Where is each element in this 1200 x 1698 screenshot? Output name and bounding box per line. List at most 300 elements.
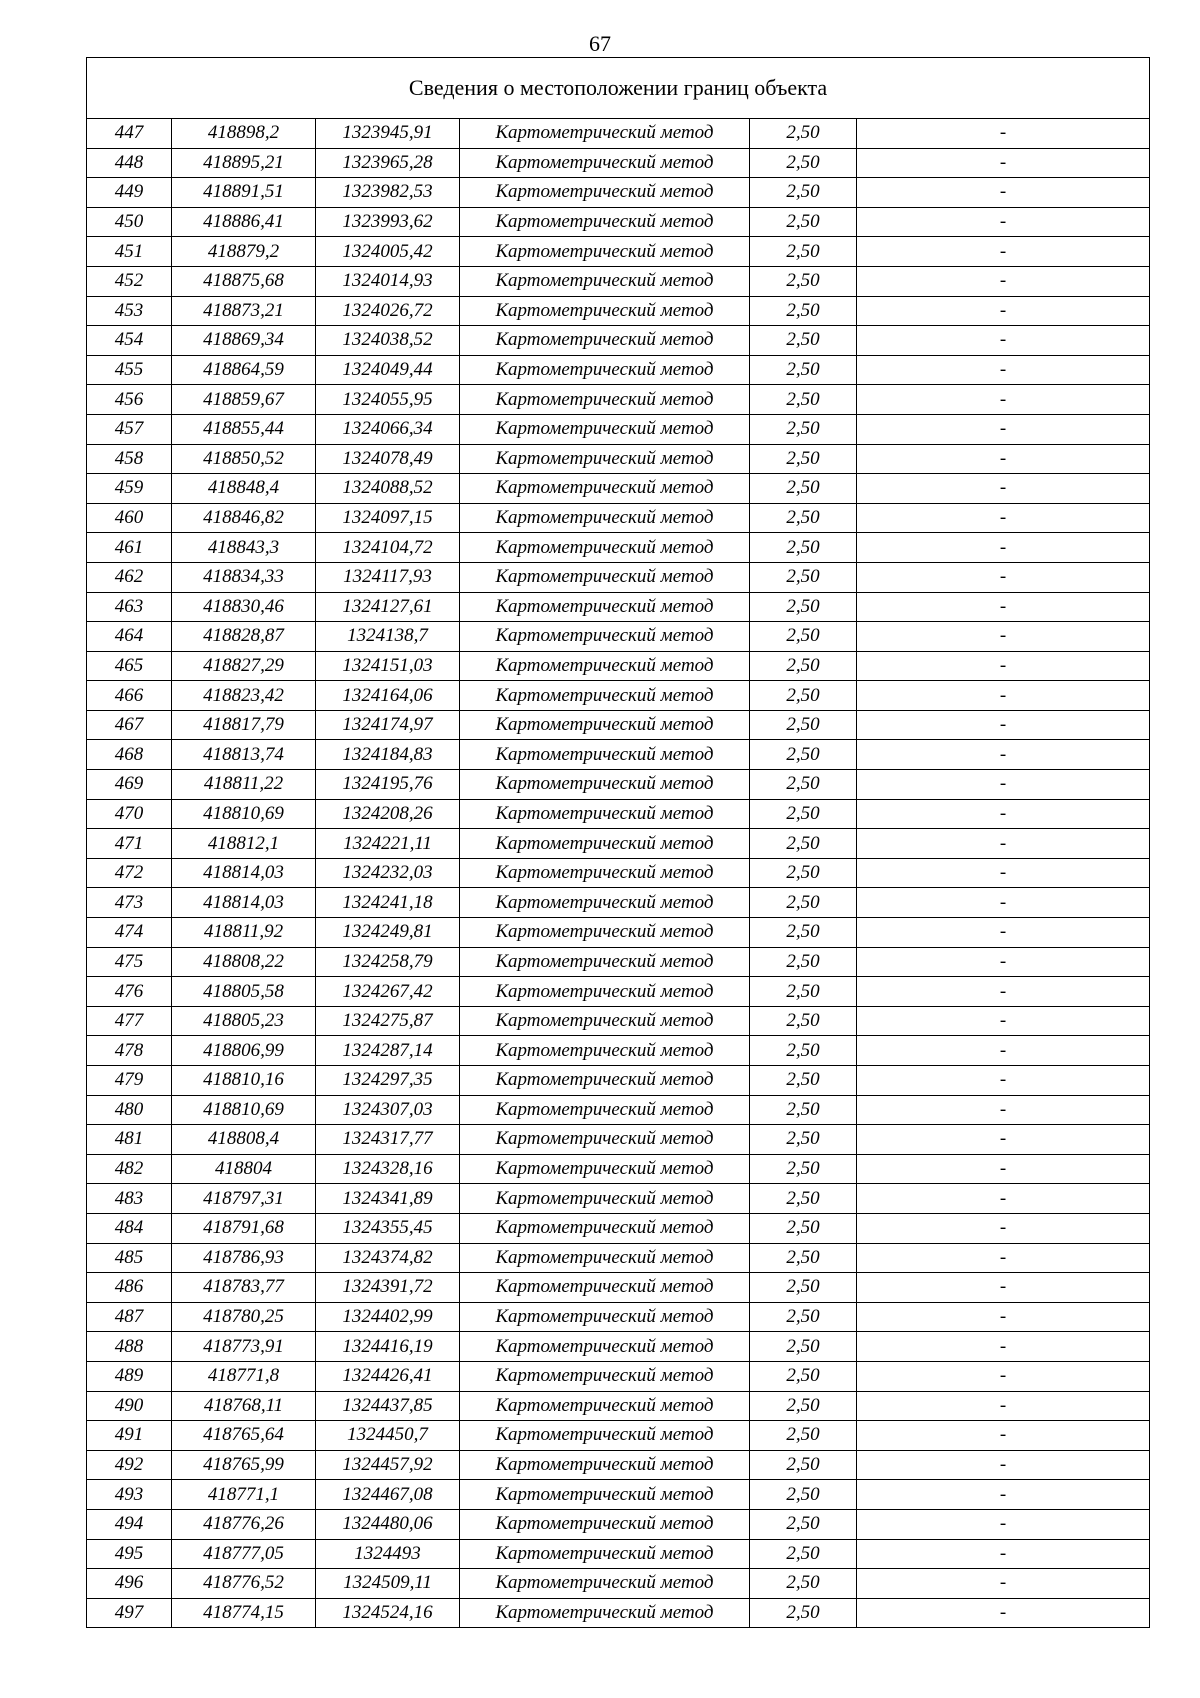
accuracy-cell: 2,50	[750, 1391, 857, 1421]
accuracy-cell: 2,50	[750, 1598, 857, 1628]
description-cell: -	[857, 296, 1150, 326]
y-coordinate-cell: 1324275,87	[316, 1006, 460, 1036]
description-cell: -	[857, 1569, 1150, 1599]
accuracy-cell: 2,50	[750, 651, 857, 681]
y-coordinate-cell: 1324026,72	[316, 296, 460, 326]
method-cell: Картометрический метод	[460, 681, 750, 711]
point-number-cell: 471	[87, 829, 172, 859]
accuracy-cell: 2,50	[750, 385, 857, 415]
description-cell: -	[857, 1066, 1150, 1096]
accuracy-cell: 2,50	[750, 1273, 857, 1303]
method-cell: Картометрический метод	[460, 119, 750, 149]
method-cell: Картометрический метод	[460, 1332, 750, 1362]
description-cell: -	[857, 918, 1150, 948]
method-cell: Картометрический метод	[460, 1125, 750, 1155]
accuracy-cell: 2,50	[750, 1332, 857, 1362]
x-coordinate-cell: 418850,52	[172, 444, 316, 474]
x-coordinate-cell: 418834,33	[172, 562, 316, 592]
point-number-cell: 492	[87, 1450, 172, 1480]
point-number-cell: 485	[87, 1243, 172, 1273]
table-row	[87, 1125, 1150, 1155]
description-cell: -	[857, 1509, 1150, 1539]
x-coordinate-cell: 418855,44	[172, 414, 316, 444]
x-coordinate-cell: 418873,21	[172, 296, 316, 326]
table-row	[87, 237, 1150, 267]
description-cell: -	[857, 1273, 1150, 1303]
y-coordinate-cell: 1324127,61	[316, 592, 460, 622]
x-coordinate-cell: 418805,58	[172, 977, 316, 1007]
accuracy-cell: 2,50	[750, 947, 857, 977]
accuracy-cell: 2,50	[750, 829, 857, 859]
accuracy-cell: 2,50	[750, 1450, 857, 1480]
x-coordinate-cell: 418765,64	[172, 1421, 316, 1451]
table-row	[87, 148, 1150, 178]
point-number-cell: 494	[87, 1509, 172, 1539]
method-cell: Картометрический метод	[460, 533, 750, 563]
x-coordinate-cell: 418804	[172, 1154, 316, 1184]
y-coordinate-cell: 1323965,28	[316, 148, 460, 178]
y-coordinate-cell: 1324151,03	[316, 651, 460, 681]
accuracy-cell: 2,50	[750, 740, 857, 770]
table-row	[87, 1480, 1150, 1510]
x-coordinate-cell: 418895,21	[172, 148, 316, 178]
x-coordinate-cell: 418846,82	[172, 503, 316, 533]
accuracy-cell: 2,50	[750, 858, 857, 888]
x-coordinate-cell: 418891,51	[172, 178, 316, 208]
table-row	[87, 977, 1150, 1007]
accuracy-cell: 2,50	[750, 1509, 857, 1539]
table-row	[87, 207, 1150, 237]
method-cell: Картометрический метод	[460, 1036, 750, 1066]
table-row	[87, 1066, 1150, 1096]
y-coordinate-cell: 1324241,18	[316, 888, 460, 918]
y-coordinate-cell: 1324049,44	[316, 355, 460, 385]
method-cell: Картометрический метод	[460, 1273, 750, 1303]
x-coordinate-cell: 418808,22	[172, 947, 316, 977]
x-coordinate-cell: 418827,29	[172, 651, 316, 681]
method-cell: Картометрический метод	[460, 1154, 750, 1184]
x-coordinate-cell: 418776,52	[172, 1569, 316, 1599]
point-number-cell: 483	[87, 1184, 172, 1214]
y-coordinate-cell: 1324221,11	[316, 829, 460, 859]
accuracy-cell: 2,50	[750, 1361, 857, 1391]
table-row	[87, 1421, 1150, 1451]
x-coordinate-cell: 418828,87	[172, 622, 316, 652]
table-row	[87, 1095, 1150, 1125]
description-cell: -	[857, 740, 1150, 770]
description-cell: -	[857, 1598, 1150, 1628]
accuracy-cell: 2,50	[750, 799, 857, 829]
method-cell: Картометрический метод	[460, 1095, 750, 1125]
y-coordinate-cell: 1324328,16	[316, 1154, 460, 1184]
point-number-cell: 497	[87, 1598, 172, 1628]
description-cell: -	[857, 474, 1150, 504]
method-cell: Картометрический метод	[460, 1480, 750, 1510]
table-row	[87, 622, 1150, 652]
point-number-cell: 463	[87, 592, 172, 622]
table-row	[87, 533, 1150, 563]
x-coordinate-cell: 418768,11	[172, 1391, 316, 1421]
method-cell: Картометрический метод	[460, 178, 750, 208]
point-number-cell: 451	[87, 237, 172, 267]
point-number-cell: 473	[87, 888, 172, 918]
method-cell: Картометрический метод	[460, 1006, 750, 1036]
table-row	[87, 119, 1150, 149]
x-coordinate-cell: 418813,74	[172, 740, 316, 770]
y-coordinate-cell: 1324374,82	[316, 1243, 460, 1273]
y-coordinate-cell: 1324416,19	[316, 1332, 460, 1362]
accuracy-cell: 2,50	[750, 178, 857, 208]
method-cell: Картометрический метод	[460, 1184, 750, 1214]
point-number-cell: 478	[87, 1036, 172, 1066]
method-cell: Картометрический метод	[460, 947, 750, 977]
point-number-cell: 487	[87, 1302, 172, 1332]
point-number-cell: 450	[87, 207, 172, 237]
point-number-cell: 484	[87, 1213, 172, 1243]
method-cell: Картометрический метод	[460, 977, 750, 1007]
table-row	[87, 1361, 1150, 1391]
point-number-cell: 493	[87, 1480, 172, 1510]
accuracy-cell: 2,50	[750, 562, 857, 592]
table-row	[87, 1509, 1150, 1539]
method-cell: Картометрический метод	[460, 1569, 750, 1599]
description-cell: -	[857, 770, 1150, 800]
x-coordinate-cell: 418773,91	[172, 1332, 316, 1362]
table-row	[87, 1036, 1150, 1066]
table-row	[87, 1569, 1150, 1599]
accuracy-cell: 2,50	[750, 533, 857, 563]
y-coordinate-cell: 1324104,72	[316, 533, 460, 563]
y-coordinate-cell: 1324287,14	[316, 1036, 460, 1066]
point-number-cell: 459	[87, 474, 172, 504]
table-title: Сведения о местоположении границ объекта	[87, 58, 1150, 119]
method-cell: Картометрический метод	[460, 385, 750, 415]
table-row	[87, 770, 1150, 800]
accuracy-cell: 2,50	[750, 1539, 857, 1569]
y-coordinate-cell: 1324208,26	[316, 799, 460, 829]
description-cell: -	[857, 503, 1150, 533]
accuracy-cell: 2,50	[750, 1006, 857, 1036]
accuracy-cell: 2,50	[750, 237, 857, 267]
y-coordinate-cell: 1324450,7	[316, 1421, 460, 1451]
table-row	[87, 296, 1150, 326]
x-coordinate-cell: 418765,99	[172, 1450, 316, 1480]
x-coordinate-cell: 418817,79	[172, 710, 316, 740]
x-coordinate-cell: 418783,77	[172, 1273, 316, 1303]
table-row	[87, 385, 1150, 415]
accuracy-cell: 2,50	[750, 1154, 857, 1184]
point-number-cell: 452	[87, 266, 172, 296]
point-number-cell: 449	[87, 178, 172, 208]
description-cell: -	[857, 1539, 1150, 1569]
point-number-cell: 496	[87, 1569, 172, 1599]
description-cell: -	[857, 1332, 1150, 1362]
point-number-cell: 447	[87, 119, 172, 149]
accuracy-cell: 2,50	[750, 326, 857, 356]
table-row	[87, 681, 1150, 711]
y-coordinate-cell: 1324232,03	[316, 858, 460, 888]
accuracy-cell: 2,50	[750, 1421, 857, 1451]
method-cell: Картометрический метод	[460, 740, 750, 770]
method-cell: Картометрический метод	[460, 918, 750, 948]
table-row	[87, 562, 1150, 592]
x-coordinate-cell: 418797,31	[172, 1184, 316, 1214]
description-cell: -	[857, 119, 1150, 149]
accuracy-cell: 2,50	[750, 592, 857, 622]
x-coordinate-cell: 418811,92	[172, 918, 316, 948]
table-row	[87, 474, 1150, 504]
table-row	[87, 1154, 1150, 1184]
method-cell: Картометрический метод	[460, 1391, 750, 1421]
description-cell: -	[857, 1480, 1150, 1510]
table-row	[87, 740, 1150, 770]
y-coordinate-cell: 1324088,52	[316, 474, 460, 504]
accuracy-cell: 2,50	[750, 1302, 857, 1332]
point-number-cell: 495	[87, 1539, 172, 1569]
description-cell: -	[857, 829, 1150, 859]
description-cell: -	[857, 1125, 1150, 1155]
description-cell: -	[857, 1302, 1150, 1332]
description-cell: -	[857, 562, 1150, 592]
x-coordinate-cell: 418774,15	[172, 1598, 316, 1628]
table-row	[87, 1184, 1150, 1214]
point-number-cell: 457	[87, 414, 172, 444]
accuracy-cell: 2,50	[750, 414, 857, 444]
method-cell: Картометрический метод	[460, 148, 750, 178]
description-cell: -	[857, 178, 1150, 208]
y-coordinate-cell: 1323945,91	[316, 119, 460, 149]
method-cell: Картометрический метод	[460, 326, 750, 356]
x-coordinate-cell: 418869,34	[172, 326, 316, 356]
table-row	[87, 414, 1150, 444]
point-number-cell: 454	[87, 326, 172, 356]
description-cell: -	[857, 1006, 1150, 1036]
table-row	[87, 1539, 1150, 1569]
method-cell: Картометрический метод	[460, 829, 750, 859]
accuracy-cell: 2,50	[750, 1066, 857, 1096]
description-cell: -	[857, 1095, 1150, 1125]
table-row	[87, 1273, 1150, 1303]
method-cell: Картометрический метод	[460, 355, 750, 385]
y-coordinate-cell: 1324164,06	[316, 681, 460, 711]
table-row	[87, 1450, 1150, 1480]
x-coordinate-cell: 418808,4	[172, 1125, 316, 1155]
description-cell: -	[857, 1391, 1150, 1421]
y-coordinate-cell: 1324249,81	[316, 918, 460, 948]
point-number-cell: 468	[87, 740, 172, 770]
y-coordinate-cell: 1324184,83	[316, 740, 460, 770]
x-coordinate-cell: 418810,69	[172, 1095, 316, 1125]
accuracy-cell: 2,50	[750, 1213, 857, 1243]
description-cell: -	[857, 266, 1150, 296]
y-coordinate-cell: 1324138,7	[316, 622, 460, 652]
description-cell: -	[857, 1243, 1150, 1273]
x-coordinate-cell: 418864,59	[172, 355, 316, 385]
method-cell: Картометрический метод	[460, 1066, 750, 1096]
method-cell: Картометрический метод	[460, 651, 750, 681]
method-cell: Картометрический метод	[460, 1539, 750, 1569]
description-cell: -	[857, 1450, 1150, 1480]
accuracy-cell: 2,50	[750, 266, 857, 296]
description-cell: -	[857, 1036, 1150, 1066]
accuracy-cell: 2,50	[750, 1569, 857, 1599]
table-row	[87, 888, 1150, 918]
table-row	[87, 1213, 1150, 1243]
table-row	[87, 829, 1150, 859]
point-number-cell: 481	[87, 1125, 172, 1155]
method-cell: Картометрический метод	[460, 1509, 750, 1539]
point-number-cell: 467	[87, 710, 172, 740]
description-cell: -	[857, 1361, 1150, 1391]
x-coordinate-cell: 418859,67	[172, 385, 316, 415]
point-number-cell: 469	[87, 770, 172, 800]
point-number-cell: 476	[87, 977, 172, 1007]
x-coordinate-cell: 418776,26	[172, 1509, 316, 1539]
description-cell: -	[857, 947, 1150, 977]
y-coordinate-cell: 1324391,72	[316, 1273, 460, 1303]
x-coordinate-cell: 418780,25	[172, 1302, 316, 1332]
accuracy-cell: 2,50	[750, 1184, 857, 1214]
y-coordinate-cell: 1324307,03	[316, 1095, 460, 1125]
method-cell: Картометрический метод	[460, 414, 750, 444]
point-number-cell: 472	[87, 858, 172, 888]
description-cell: -	[857, 651, 1150, 681]
description-cell: -	[857, 414, 1150, 444]
y-coordinate-cell: 1324524,16	[316, 1598, 460, 1628]
method-cell: Картометрический метод	[460, 858, 750, 888]
point-number-cell: 462	[87, 562, 172, 592]
table-row	[87, 1598, 1150, 1628]
accuracy-cell: 2,50	[750, 207, 857, 237]
method-cell: Картометрический метод	[460, 1243, 750, 1273]
table-body	[87, 119, 1150, 1628]
table-row	[87, 858, 1150, 888]
table-row	[87, 651, 1150, 681]
point-number-cell: 489	[87, 1361, 172, 1391]
method-cell: Картометрический метод	[460, 1598, 750, 1628]
accuracy-cell: 2,50	[750, 1480, 857, 1510]
description-cell: -	[857, 1154, 1150, 1184]
method-cell: Картометрический метод	[460, 237, 750, 267]
x-coordinate-cell: 418812,1	[172, 829, 316, 859]
point-number-cell: 474	[87, 918, 172, 948]
y-coordinate-cell: 1324014,93	[316, 266, 460, 296]
boundary-coordinates-table	[86, 57, 1150, 1628]
y-coordinate-cell: 1324317,77	[316, 1125, 460, 1155]
description-cell: -	[857, 207, 1150, 237]
x-coordinate-cell: 418814,03	[172, 858, 316, 888]
accuracy-cell: 2,50	[750, 681, 857, 711]
description-cell: -	[857, 355, 1150, 385]
method-cell: Картометрический метод	[460, 592, 750, 622]
description-cell: -	[857, 710, 1150, 740]
method-cell: Картометрический метод	[460, 799, 750, 829]
x-coordinate-cell: 418806,99	[172, 1036, 316, 1066]
method-cell: Картометрический метод	[460, 1421, 750, 1451]
page-number: 67	[589, 31, 611, 56]
description-cell: -	[857, 1184, 1150, 1214]
y-coordinate-cell: 1324457,92	[316, 1450, 460, 1480]
accuracy-cell: 2,50	[750, 1125, 857, 1155]
x-coordinate-cell: 418814,03	[172, 888, 316, 918]
y-coordinate-cell: 1324097,15	[316, 503, 460, 533]
y-coordinate-cell: 1324005,42	[316, 237, 460, 267]
table-row	[87, 444, 1150, 474]
accuracy-cell: 2,50	[750, 474, 857, 504]
x-coordinate-cell: 418843,3	[172, 533, 316, 563]
y-coordinate-cell: 1324297,35	[316, 1066, 460, 1096]
x-coordinate-cell: 418898,2	[172, 119, 316, 149]
point-number-cell: 488	[87, 1332, 172, 1362]
x-coordinate-cell: 418879,2	[172, 237, 316, 267]
y-coordinate-cell: 1323982,53	[316, 178, 460, 208]
x-coordinate-cell: 418811,22	[172, 770, 316, 800]
point-number-cell: 460	[87, 503, 172, 533]
method-cell: Картометрический метод	[460, 1302, 750, 1332]
description-cell: -	[857, 533, 1150, 563]
description-cell: -	[857, 622, 1150, 652]
description-cell: -	[857, 444, 1150, 474]
y-coordinate-cell: 1324055,95	[316, 385, 460, 415]
y-coordinate-cell: 1324467,08	[316, 1480, 460, 1510]
table-row	[87, 326, 1150, 356]
accuracy-cell: 2,50	[750, 503, 857, 533]
x-coordinate-cell: 418805,23	[172, 1006, 316, 1036]
point-number-cell: 477	[87, 1006, 172, 1036]
table-row	[87, 1391, 1150, 1421]
table-row	[87, 947, 1150, 977]
table-row	[87, 503, 1150, 533]
point-number-cell: 480	[87, 1095, 172, 1125]
y-coordinate-cell: 1324038,52	[316, 326, 460, 356]
y-coordinate-cell: 1324195,76	[316, 770, 460, 800]
point-number-cell: 486	[87, 1273, 172, 1303]
method-cell: Картометрический метод	[460, 444, 750, 474]
table-row	[87, 355, 1150, 385]
x-coordinate-cell: 418823,42	[172, 681, 316, 711]
method-cell: Картометрический метод	[460, 266, 750, 296]
description-cell: -	[857, 385, 1150, 415]
accuracy-cell: 2,50	[750, 770, 857, 800]
accuracy-cell: 2,50	[750, 1036, 857, 1066]
point-number-cell: 453	[87, 296, 172, 326]
x-coordinate-cell: 418830,46	[172, 592, 316, 622]
accuracy-cell: 2,50	[750, 1243, 857, 1273]
x-coordinate-cell: 418791,68	[172, 1213, 316, 1243]
accuracy-cell: 2,50	[750, 622, 857, 652]
description-cell: -	[857, 1421, 1150, 1451]
description-cell: -	[857, 799, 1150, 829]
x-coordinate-cell: 418771,8	[172, 1361, 316, 1391]
method-cell: Картометрический метод	[460, 296, 750, 326]
y-coordinate-cell: 1323993,62	[316, 207, 460, 237]
description-cell: -	[857, 237, 1150, 267]
point-number-cell: 482	[87, 1154, 172, 1184]
method-cell: Картометрический метод	[460, 503, 750, 533]
accuracy-cell: 2,50	[750, 148, 857, 178]
y-coordinate-cell: 1324174,97	[316, 710, 460, 740]
table-row	[87, 266, 1150, 296]
point-number-cell: 461	[87, 533, 172, 563]
y-coordinate-cell: 1324267,42	[316, 977, 460, 1007]
method-cell: Картометрический метод	[460, 562, 750, 592]
description-cell: -	[857, 326, 1150, 356]
point-number-cell: 490	[87, 1391, 172, 1421]
y-coordinate-cell: 1324437,85	[316, 1391, 460, 1421]
y-coordinate-cell: 1324426,41	[316, 1361, 460, 1391]
y-coordinate-cell: 1324117,93	[316, 562, 460, 592]
table-row	[87, 1332, 1150, 1362]
